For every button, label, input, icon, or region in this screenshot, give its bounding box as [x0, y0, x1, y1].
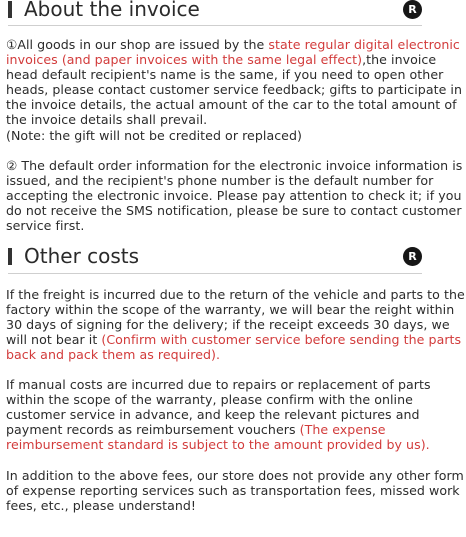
- header-divider: [8, 273, 422, 274]
- header-accent-bar: [8, 248, 12, 265]
- section-header: [0, 0, 430, 40]
- highlight-text: (The expense reimbursement standard is subject to the amount provided by us).: [6, 422, 430, 453]
- invoice-paragraph-2: ② The default order information for the electronic invoice information is issued, and the recipient's phone number is the default number for accepting the electronic invoice. Please pay attention to check it; if you do not receive the SMS notification, please be sure to contact customer service first.: [6, 158, 463, 234]
- costs-paragraph-3: In addition to the above fees, our store does not provide any other form of expense reporting services such as transportation fees, missed work fees, etc., please understand!: [6, 468, 464, 514]
- paragraph-text: ①All goods in our shop are issued by the: [6, 37, 269, 52]
- highlight-text: (Confirm with customer service before sending the parts back and pack them as required).: [6, 332, 462, 363]
- invoice-paragraph-1: [6, 37, 466, 143]
- header-accent-bar: [8, 1, 12, 18]
- section-other-costs: [0, 244, 465, 514]
- brand-logo-icon: R: [403, 247, 422, 266]
- paragraph-text: ,the invoice head default recipient's name is the same, if you need to open other heads, please contact customer service feedback; gifts to participate in the invoice details, the actual amount of the car to the total amount of the invoice details shall prevail. (Note: the gift will not be credited or replaced): [6, 52, 463, 143]
- section-about-invoice: [0, 0, 463, 234]
- section-header: [0, 244, 430, 284]
- costs-paragraph-2: [6, 377, 466, 452]
- header-divider: [8, 25, 422, 26]
- paragraph-text: If the freight is incurred due to the return of the vehicle and parts to the factory within the scope of the warranty, we will bear the reight within 30 days of signing for the delivery; if the receipt exceeds 30 days, we will not bear it: [6, 287, 465, 348]
- costs-paragraph-1: [6, 287, 466, 362]
- paragraph-text: If manual costs are incurred due to repairs or replacement of parts within the scope of the warranty, please confirm with the online customer service in advance, and keep the relevant pictures and payment records as reimbursement vouchers: [6, 377, 431, 438]
- highlight-text: state regular digital electronic invoices (and paper invoices with the same legal effect): [6, 37, 460, 68]
- brand-logo-icon: R: [403, 0, 422, 19]
- section-title: Other costs: [24, 244, 140, 268]
- section-title: About the invoice: [24, 0, 200, 21]
